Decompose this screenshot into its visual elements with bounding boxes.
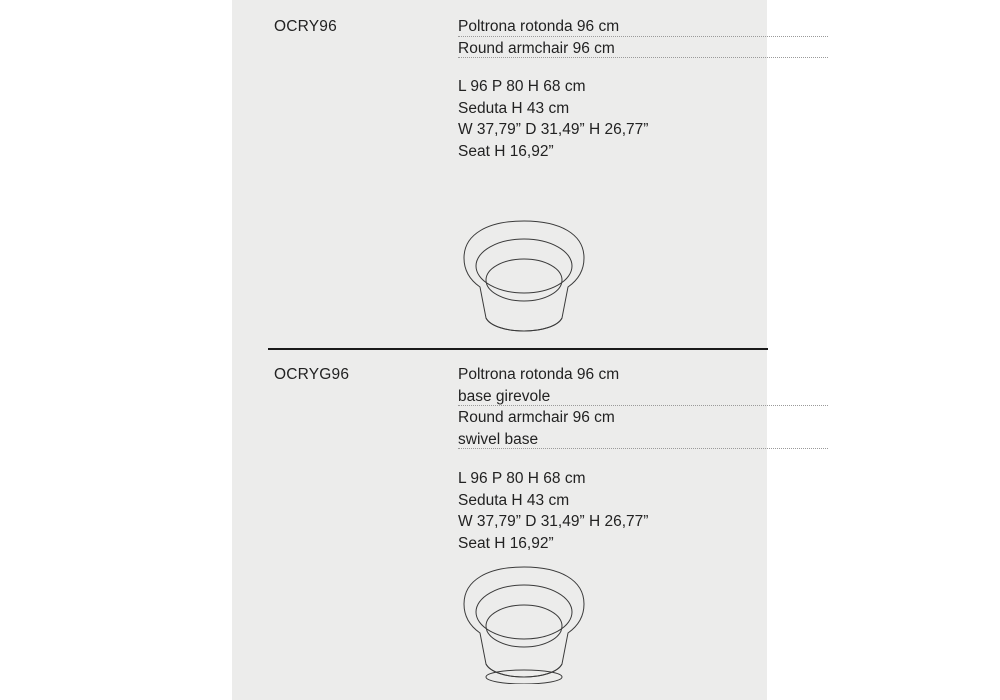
description-line-en: Round armchair 96 cm	[458, 38, 748, 60]
dimension-line: L 96 P 80 H 68 cm	[458, 78, 586, 95]
product-drawing	[454, 218, 594, 336]
product-dimensions	[458, 76, 758, 162]
description-line-it: Poltrona rotonda 96 cm	[458, 364, 748, 386]
product-description	[458, 364, 748, 450]
dimension-line: Seduta H 43 cm	[458, 99, 570, 117]
description-line-it: base girevole	[458, 386, 748, 408]
description-line-en: Round armchair 96 cm	[458, 407, 748, 429]
dimension-line: W 37,79” D 31,49” H 26,77”	[458, 121, 649, 138]
product-entry	[232, 0, 767, 348]
product-dimensions	[458, 468, 758, 554]
dimension-line: Seduta H 43 cm	[458, 491, 570, 509]
description-line-en: swivel base	[458, 429, 748, 451]
product-code: OCRY96	[274, 18, 337, 35]
product-code: OCRYG96	[274, 366, 350, 383]
dimension-line: Seat H 16,92”	[458, 142, 554, 160]
product-entry	[232, 348, 767, 700]
dimension-line: Seat H 16,92”	[458, 534, 554, 552]
dimension-line: L 96 P 80 H 68 cm	[458, 470, 586, 487]
dimension-line: W 37,79” D 31,49” H 26,77”	[458, 513, 649, 530]
product-drawing	[454, 564, 594, 684]
description-line-it: Poltrona rotonda 96 cm	[458, 16, 748, 38]
product-description	[458, 16, 748, 59]
